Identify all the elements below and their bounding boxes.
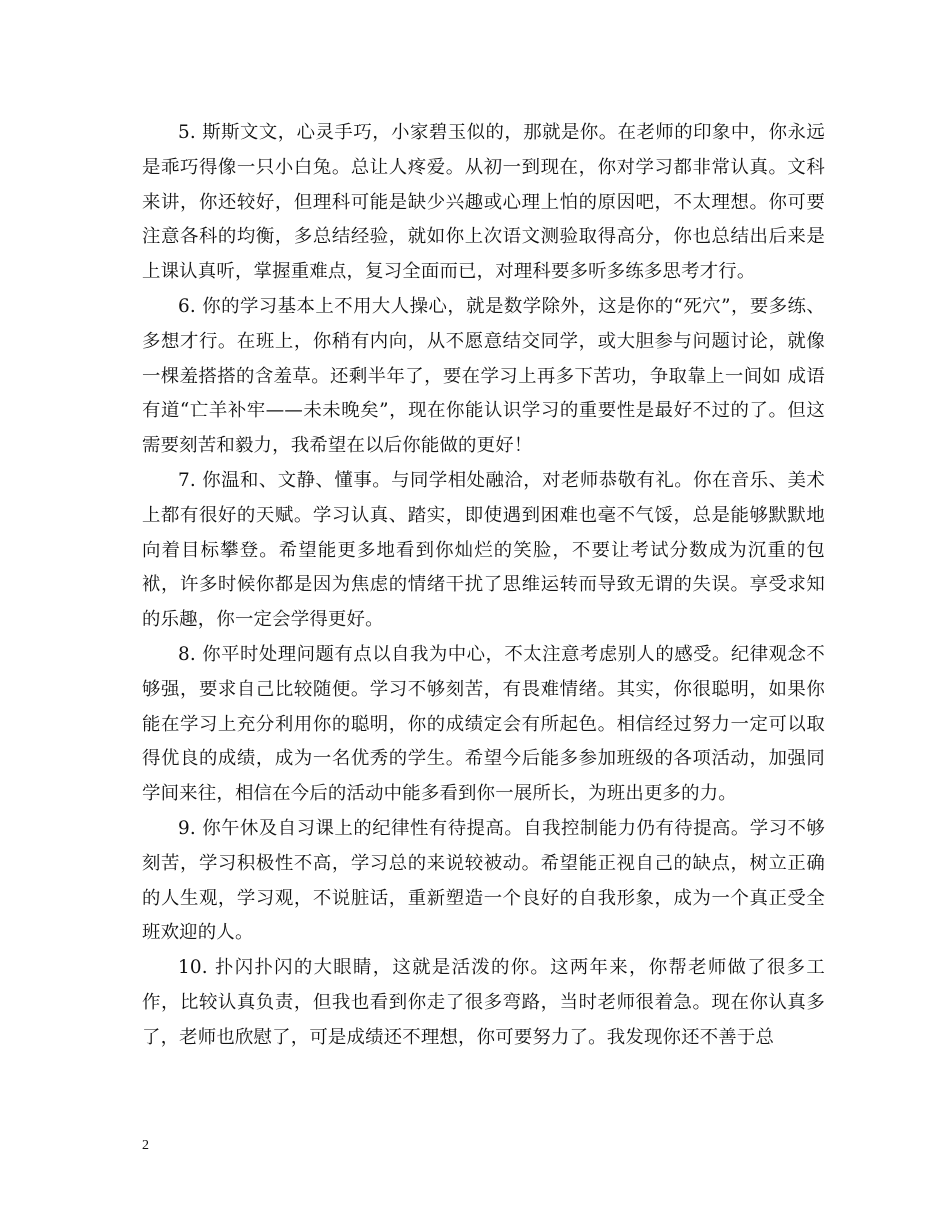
paragraph-10: 10. 扑闪扑闪的大眼睛，这就是活泼的你。这两年来，你帮老师做了很多工作，比较认真负责，但我也看到你走了很多弯路，当时老师很着急。现在你认真多了，老师也欣慰了，可是成绩还不理想，你可要努力了。我发现你还不善于总	[142, 957, 825, 1048]
paragraph-7: 7. 你温和、文静、懂事。与同学相处融洽，对老师恭敬有礼。你在音乐、美术上都有很好的天赋。学习认真、踏实，即使遇到困难也毫不气馁，总是能够默默地向着目标攀登。希望能更多地看到你灿烂的笑脸，不要让考试分数成为沉重的包袱，许多时候你都是因为焦虑的情绪干扰了思维运转而导致无谓的失误。享受求知的乐趣，你一定会学得更好。	[142, 469, 825, 631]
paragraph-8: 8. 你平时处理问题有点以自我为中心，不太注意考虑别人的感受。纪律观念不够强，要求自己比较随便。学习不够刻苦，有畏难情绪。其实，你很聪明，如果你能在学习上充分利用你的聪明，你的成绩定会有所起色。相信经过努力一定可以取得优良的成绩，成为一名优秀的学生。希望今后能多参加班级的各项活动，加强同学间来往，相信在今后的活动中能多看到你一展所长，为班出更多的力。	[142, 643, 825, 805]
page-number: 2	[142, 1138, 149, 1153]
paragraph-6: 6. 你的学习基本上不用大人操心，就是数学除外，这是你的“死穴”，要多练、多想才行。在班上，你稍有内向，从不愿意结交同学，或大胆参与问题讨论，就像一棵羞搭搭的含羞草。还剩半年了，要在学习上再多下苦功，争取靠上一间如 成语有道“亡羊补牢——未未晚矣”，现在你能认识学习的重要性是最好不过的了。但这需要刻苦和毅力，我希望在以后你能做的更好！	[142, 295, 825, 457]
paragraph-5: 5. 斯斯文文，心灵手巧，小家碧玉似的，那就是你。在老师的印象中，你永远是乖巧得像一只小白兔。总让人疼爱。从初一到现在，你对学习都非常认真。文科来讲，你还较好，但理科可能是缺少兴趣或心理上怕的原因吧，不太理想。你可要注意各科的均衡，多总结经验，就如你上次语文测验取得高分，你也总结出后来是上课认真听，掌握重难点，复习全面而已，对理科要多听多练多思考才行。	[142, 122, 825, 283]
document-body	[142, 116, 825, 1056]
paragraph-9: 9. 你午休及自习课上的纪律性有待提高。自我控制能力仍有待提高。学习不够刻苦，学习积极性不高，学习总的来说较被动。希望能正视自己的缺点，树立正确的人生观，学习观，不说脏话，重新塑造一个良好的自我形象，成为一个真正受全班欢迎的人。	[142, 817, 825, 944]
